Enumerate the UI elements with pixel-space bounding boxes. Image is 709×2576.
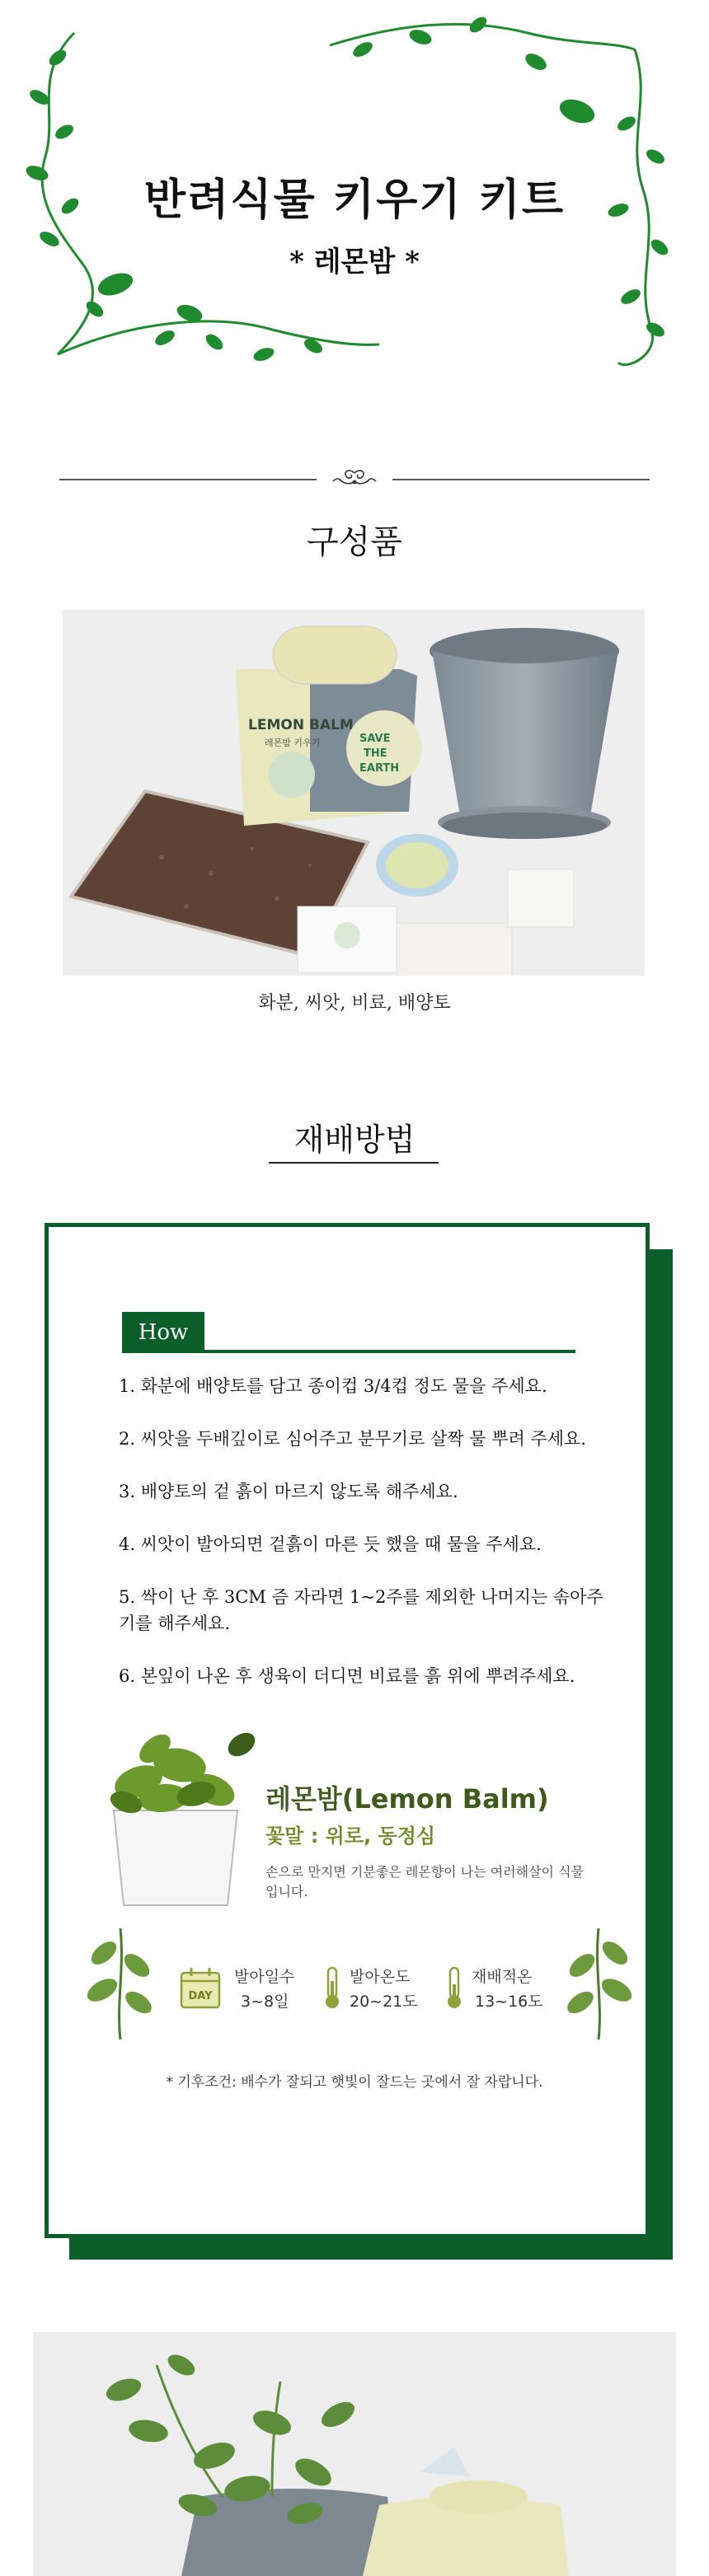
step-item: 6. 본잎이 나온 후 생육이 더디면 비료를 흙 위에 뿌려주세요. <box>119 1666 575 1686</box>
divider-line-right <box>392 479 650 480</box>
flower-language: 꽃말 : 위로, 동정심 <box>265 1824 436 1848</box>
kit-subtitle-text: 레몬밤 키우기 <box>265 738 321 748</box>
svg-text:EARTH: EARTH <box>359 762 400 775</box>
stat-germination-days <box>178 1965 310 2014</box>
kit-components-photo <box>63 610 645 976</box>
svg-text:SAVE: SAVE <box>359 733 391 745</box>
step-item: 4. 씨앗이 발아되면 겉흙이 마른 듯 했을 때 물을 주세요. <box>119 1534 542 1554</box>
thermometer-icon <box>320 1965 345 2011</box>
components-caption: 화분, 씨앗, 비료, 배양토 <box>258 993 451 1014</box>
climate-note: * 기후조건: 배수가 잘되고 햇빛이 잘드는 곳에서 잘 자랍니다. <box>166 2074 543 2091</box>
stat-value: 20~21도 <box>350 1993 418 2011</box>
stat-growing-temperature <box>442 1965 549 2014</box>
header <box>0 0 709 387</box>
section-divider <box>59 466 650 491</box>
stat-label: 발아일수 <box>234 1968 295 1986</box>
components-heading: 구성품 <box>307 523 402 561</box>
lemon-balm-growing-photo <box>33 2332 676 2576</box>
page-title: 반려식물 키우기 키트 <box>143 175 566 225</box>
ornament-icon <box>322 466 387 491</box>
method-heading: 재배방법 <box>293 1122 416 1158</box>
stat-value: 3~8일 <box>241 1993 289 2011</box>
step-item: 5. 싹이 난 후 3CM 즘 자라면 1~2주를 제외한 나머지는 솎아주기를 해주세요. <box>119 1587 603 1633</box>
step-item: 1. 화분에 배양토를 담고 종이컵 3/4컵 정도 물을 주세요. <box>119 1376 547 1396</box>
svg-text:THE: THE <box>364 747 387 760</box>
herb-description: 손으로 만지면 기분좋은 레몬향이 나는 여러해살이 식물입니다. <box>265 1864 585 1899</box>
leaf-branch-left-icon <box>79 1920 162 2044</box>
lemon-balm-pot-illustration <box>89 1716 270 1913</box>
thermometer-icon <box>442 1965 467 2011</box>
herb-name: 레몬밤(Lemon Balm) <box>265 1783 549 1815</box>
stat-label: 발아온도 <box>350 1968 411 1986</box>
calendar-day-icon <box>178 1965 224 2011</box>
kit-brand-text: LEMON BALM <box>248 717 354 733</box>
svg-text:DAY: DAY <box>188 1990 213 2002</box>
how-underline <box>204 1350 575 1353</box>
page-subtitle: * 레몬밤 * <box>289 246 420 279</box>
how-badge: How <box>122 1312 204 1353</box>
step-item: 3. 배양토의 겉 흙이 마르지 않도록 해주세요. <box>119 1482 458 1501</box>
leaf-branch-right-icon <box>557 1920 640 2044</box>
stat-germination-temperature <box>320 1965 427 2014</box>
step-item: 2. 씨앗을 두배깊이로 심어주고 분무기로 살짝 물 뿌려 주세요. <box>119 1429 586 1449</box>
method-heading-underline <box>269 1162 439 1164</box>
stat-label: 재배적온 <box>472 1968 533 1986</box>
divider-line-left <box>59 479 317 480</box>
stat-value: 13~16도 <box>475 1993 543 2011</box>
steps-list <box>119 1373 646 1716</box>
